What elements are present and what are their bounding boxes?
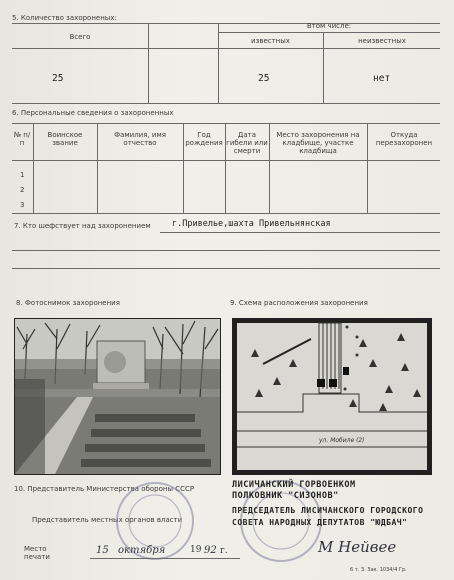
section6-title: 6. Персональные сведения о захороненных [12,109,174,117]
divider [12,213,440,214]
divider [148,23,149,103]
divider [218,32,440,33]
header-death: Дата гибели или смерти [226,131,268,155]
memorial-photo [14,318,221,475]
divider [218,23,219,103]
section9-title: 9. Схема расположения захоронения [230,299,368,307]
header-place: Место захоронения на кладбище, участке кладбища [276,131,360,155]
divider [97,123,98,213]
scheme-street-label: ул. Мобиле (2) [319,437,365,444]
burial-scheme [232,318,432,475]
divider [225,123,226,213]
date-day: 15 [96,545,109,556]
section7-value: г.Привелье,шахта Привельнянская [172,219,331,229]
unknown-count: нет [373,73,391,84]
header-reburied: Откуда перезахоронен [375,131,433,147]
col-incl-header: Втом числе: [306,22,352,30]
row-number: 1 [20,171,25,179]
col-known-header: известных [251,37,290,45]
divider [12,48,440,49]
known-count: 25 [258,73,270,84]
burial-scheme-drawing [233,319,431,474]
section7-label: 7. Кто шефствует над захоронением [14,222,151,230]
stamp-local-line2: СОВЕТА НАРОДНЫХ ДЕПУТАТОВ "ЮДБАЧ" [232,518,408,527]
footer-code: 6 т. З. Зак. 1034/4 Гр. [350,567,407,573]
divider [12,160,440,161]
header-rank: Воинское звание [47,131,83,147]
divider [323,32,324,103]
divider [12,268,440,269]
stamp-mod-line2: ПОЛКОВНИК "СИЗОНОВ" [232,491,339,501]
date-year-prefix: 19 [190,545,202,555]
total-count: 25 [52,73,64,84]
divider [367,123,368,213]
divider [160,232,440,233]
col-unknown-header: неизвестных [358,37,406,45]
header-birth: Год рождения [185,131,223,147]
header-number: № п/п [13,131,31,147]
divider [269,123,270,213]
stamp-mod-line1: ЛИСИЧАНСКИЙ ГОРВОЕНКОМ [232,480,356,490]
header-name: Фамилия, имя отчество [114,131,166,147]
divider [90,558,240,559]
date-year: 92 [204,545,217,556]
place-of-seal-label: Место печати [24,545,50,561]
date-month: октября [118,545,166,556]
divider [12,123,440,124]
section10-local-label: Представитель местных органов власти [32,516,183,524]
divider [12,103,440,104]
section8-title: 8. Фотоснимок захоронения [16,299,120,307]
signature: М Нейвее [318,538,397,556]
col-total-header: Всего [69,33,91,41]
date-year-suffix: г. [220,546,228,556]
section5-title: 5. Количество захороненых: [12,14,117,22]
memorial-photo-image [15,319,220,474]
divider [33,123,34,213]
divider [12,250,440,251]
divider [183,123,184,213]
row-number: 3 [20,201,25,209]
row-number: 2 [20,186,25,194]
section10-mod-label: 10. Представитель Министерства обороны СССР [14,485,195,493]
stamp-local-line1: ПРЕДСЕДАТЕЛЬ ЛИСИЧАНСКОГО ГОРОДСКОГО [232,506,424,515]
